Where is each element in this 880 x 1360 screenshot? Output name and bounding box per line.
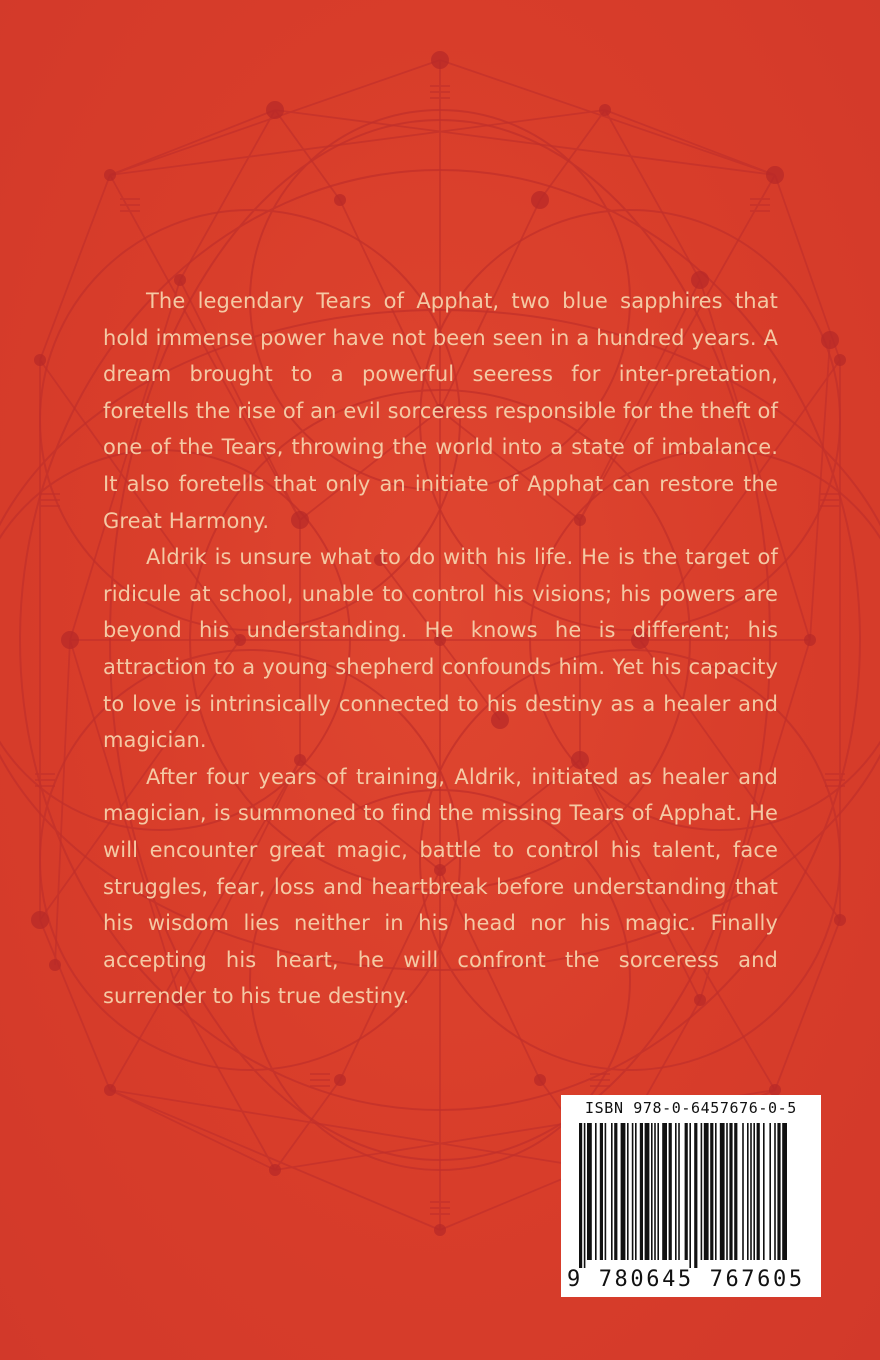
barcode-bar	[632, 1123, 634, 1260]
pattern-line	[605, 110, 775, 175]
barcode-bar	[584, 1123, 586, 1268]
barcode-bar	[595, 1123, 597, 1260]
barcode-bar	[645, 1123, 650, 1260]
blurb-paragraph-3: After four years of training, Aldrik, initiated as healer and magician, is summoned to find the missing Tears of Apphat. He will encounter great magic, battle to control his talent, face struggles, fear, loss and heartbreak before understanding that his wisdom lies neither in his head nor his magic. Finally accepting his heart, he will confront the sorceress and surrender to his true destiny.	[103, 764, 778, 1009]
barcode-bar	[669, 1123, 672, 1260]
pattern-line	[40, 175, 110, 360]
pattern-line	[605, 110, 700, 280]
pattern-line	[775, 920, 840, 1090]
barcode-bar	[635, 1123, 637, 1260]
barcode-bar	[734, 1123, 737, 1260]
barcode-bar	[742, 1123, 744, 1260]
barcode-bar	[678, 1123, 680, 1260]
barcode-bar	[627, 1123, 629, 1260]
barcode-bar	[685, 1123, 688, 1260]
barcode-bar	[675, 1123, 677, 1260]
barcode-bar	[769, 1123, 771, 1260]
barcode-bar	[694, 1123, 697, 1268]
pattern-line	[540, 110, 605, 200]
pattern-line	[55, 640, 70, 965]
barcode-bar	[605, 1123, 607, 1260]
barcode-bar	[777, 1123, 780, 1260]
isbn-label: ISBN 978-0-6457676-0-5	[585, 1099, 797, 1117]
pattern-dot	[104, 1084, 116, 1096]
pattern-dot	[534, 1074, 546, 1086]
pattern-line	[110, 110, 275, 175]
pattern-dot	[431, 51, 449, 69]
pattern-dot	[266, 101, 284, 119]
barcode-bar	[747, 1123, 749, 1260]
pattern-line	[40, 920, 110, 1090]
barcode-bar	[640, 1123, 643, 1260]
barcode-bar	[750, 1123, 752, 1260]
pattern-dot	[104, 169, 116, 181]
barcode-bar	[579, 1123, 582, 1268]
barcode-bar	[657, 1123, 659, 1260]
pattern-line	[180, 1000, 275, 1170]
pattern-dot	[821, 331, 839, 349]
barcode-bar	[757, 1123, 760, 1260]
blurb-text	[103, 283, 778, 1015]
barcode-bar	[600, 1123, 603, 1260]
pattern-dot	[599, 104, 611, 116]
pattern-dot	[334, 194, 346, 206]
pattern-dot	[49, 959, 61, 971]
barcode-bar	[651, 1123, 653, 1260]
barcode-bar	[654, 1123, 656, 1260]
barcode-bar	[726, 1123, 728, 1260]
isbn-barcode	[561, 1095, 821, 1297]
pattern-dot	[766, 166, 784, 184]
barcode-bar	[774, 1123, 776, 1260]
pattern-dot	[31, 911, 49, 929]
pattern-dot	[61, 631, 79, 649]
barcode-bar	[782, 1123, 787, 1260]
pattern-dot	[531, 191, 549, 209]
barcode-bar	[720, 1123, 725, 1260]
blurb-paragraph-2: Aldrik is unsure what to do with his life. He is the target of ridicule at school, unable to control his visions; his powers are beyond his understanding. He knows he is different; his attraction to a young shepherd confounds him. Yet his capacity to love is intrinsically connected to his destiny as a healer and magician.	[103, 545, 778, 753]
barcode-bar	[753, 1123, 755, 1260]
pattern-line	[110, 1090, 275, 1170]
barcode-bar	[689, 1123, 691, 1268]
pattern-line	[110, 1090, 605, 1170]
pattern-dot	[334, 1074, 346, 1086]
pattern-line	[275, 110, 340, 200]
pattern-dot	[834, 354, 846, 366]
pattern-dot	[34, 354, 46, 366]
barcode-bar	[614, 1123, 617, 1260]
pattern-dot	[834, 914, 846, 926]
barcode-bar	[729, 1123, 732, 1260]
barcode-digits: 9 780645 767605	[567, 1267, 805, 1292]
pattern-dot	[269, 1164, 281, 1176]
barcode-bar	[763, 1123, 765, 1260]
barcode-bar	[621, 1123, 626, 1260]
pattern-dot	[434, 1224, 446, 1236]
barcode-bar	[715, 1123, 717, 1260]
barcode-bar	[611, 1123, 613, 1260]
blurb-paragraph-1: The legendary Tears of Apphat, two blue sapphires that hold immense power have not been seen in a hundred years. A dream brought to a powerful seeress for inter-pretation, foretells the rise of an evil sorceress responsible for the theft of one of the Tears, throwing the world into a state of imbalance. It also foretells that only an initiate of Apphat can restore the Great Harmony.	[103, 289, 778, 533]
barcode-bar	[704, 1123, 709, 1260]
pattern-dot	[804, 634, 816, 646]
barcode-bar	[662, 1123, 667, 1260]
barcode-bar	[587, 1123, 592, 1260]
pattern-line	[110, 1090, 440, 1230]
barcode-bars-icon	[571, 1123, 811, 1268]
pattern-line	[180, 110, 275, 280]
barcode-bar	[701, 1123, 703, 1260]
barcode-bar	[710, 1123, 713, 1260]
